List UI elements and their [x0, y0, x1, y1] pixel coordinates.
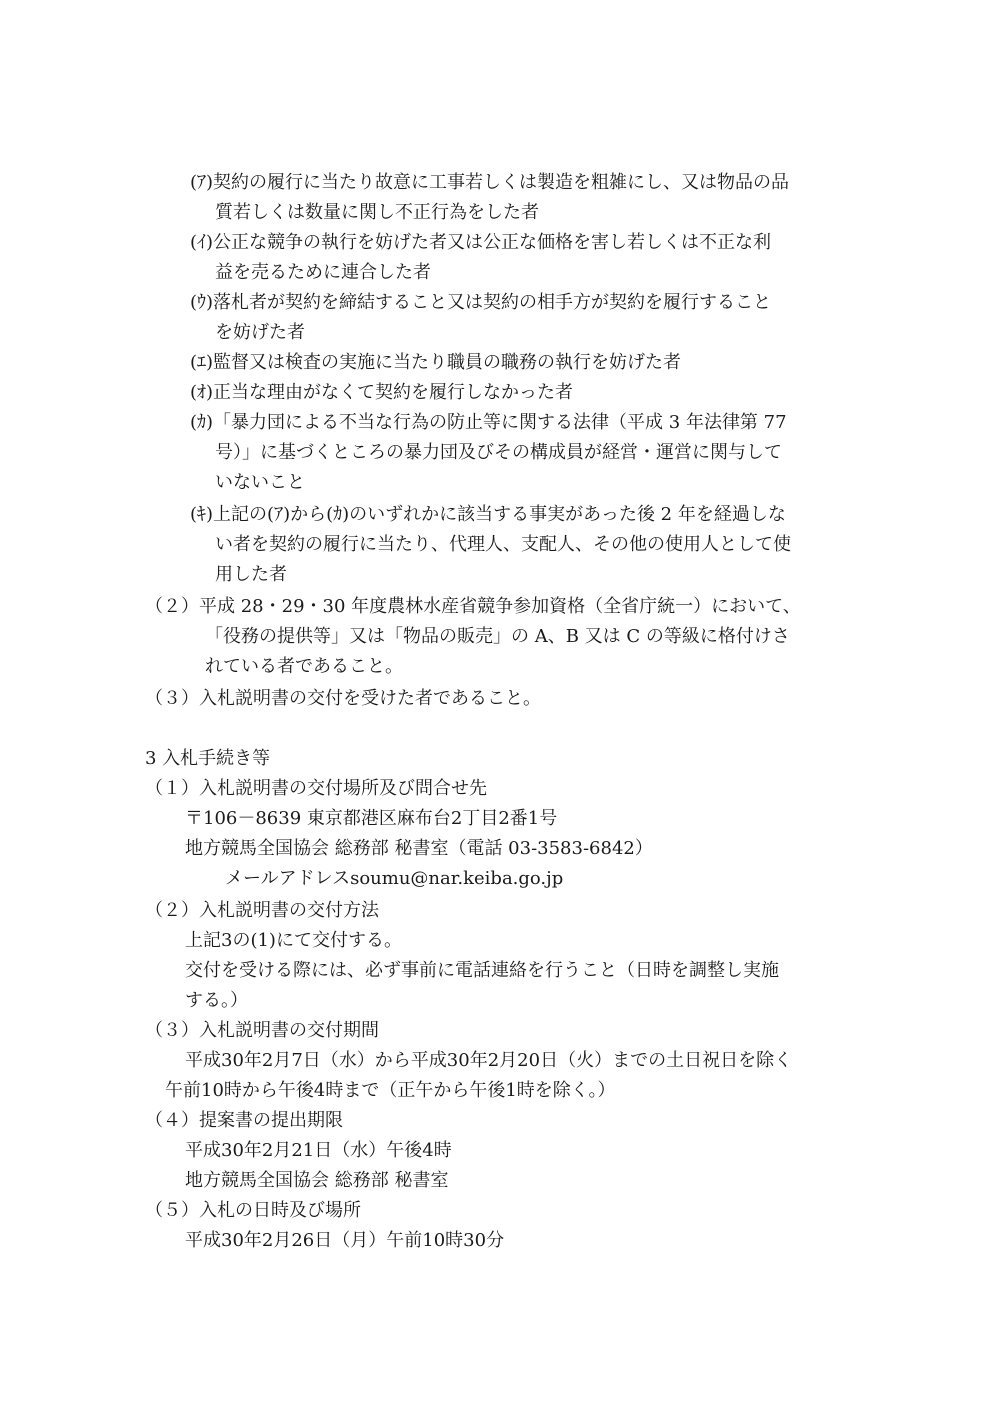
sub1-email: メールアドレスsoumu@nar.keiba.go.jp — [225, 868, 564, 889]
sub1-heading: （１）入札説明書の交付場所及び問合せ先 — [145, 778, 487, 799]
item-e-line1: (ｴ)監督又は検査の実施に当たり職員の職務の執行を妨げた者 — [190, 352, 682, 373]
item-i-line1: (ｲ)公正な競争の執行を妨げた者又は公正な価格を害し若しくは不正な利 — [190, 232, 772, 253]
qualification-2-line2: 「役務の提供等」又は「物品の販売」の A、B 又は C の等級に格付けさ — [205, 626, 790, 647]
item-ki-line3: 用した者 — [215, 564, 287, 585]
sub1-address: 〒106－8639 東京都港区麻布台2丁目2番1号 — [185, 808, 558, 829]
sub2-line1: 上記3の(1)にて交付する。 — [185, 930, 402, 951]
item-a-line2: 質若しくは数量に関し不正行為をした者 — [215, 202, 539, 223]
sub4-line1: 平成30年2月21日（水）午後4時 — [185, 1140, 452, 1161]
item-ki-line1: (ｷ)上記の(ｱ)から(ｶ)のいずれかに該当する事実があった後 2 年を経過しな — [190, 504, 786, 525]
sub3-heading: （３）入札説明書の交付期間 — [145, 1020, 379, 1041]
qualification-2-line3: れている者であること。 — [205, 656, 403, 677]
sub2-line2: 交付を受ける際には、必ず事前に電話連絡を行うこと（日時を調整し実施 — [185, 960, 779, 981]
section3-heading: 3 入札手続き等 — [145, 748, 271, 769]
sub1-contact: 地方競馬全国協会 総務部 秘書室（電話 03-3583-6842） — [185, 838, 653, 859]
item-ka-line1: (ｶ)「暴力団による不当な行為の防止等に関する法律（平成 3 年法律第 77 — [190, 412, 787, 433]
sub5-line1: 平成30年2月26日（月）午前10時30分 — [185, 1230, 505, 1251]
item-o-line1: (ｵ)正当な理由がなくて契約を履行しなかった者 — [190, 382, 574, 403]
item-ka-line3: いないこと — [215, 472, 305, 493]
item-ka-line2: 号）」に基づくところの暴力団及びその構成員が経営・運営に関与して — [215, 442, 782, 463]
item-u-line1: (ｳ)落札者が契約を締結すること又は契約の相手方が契約を履行すること — [190, 292, 772, 313]
sub3-line1: 平成30年2月7日（水）から平成30年2月20日（火）までの土日祝日を除く — [185, 1050, 793, 1071]
item-ki-line2: い者を契約の履行に当たり、代理人、支配人、その他の使用人として使 — [215, 534, 791, 555]
sub4-line2: 地方競馬全国協会 総務部 秘書室 — [185, 1170, 449, 1191]
sub2-line3: する。） — [185, 990, 248, 1011]
sub3-line2: 午前10時から午後4時まで（正午から午後1時を除く。） — [165, 1080, 616, 1101]
sub2-heading: （２）入札説明書の交付方法 — [145, 900, 379, 921]
qualification-3: （３）入札説明書の交付を受けた者であること。 — [145, 688, 541, 709]
item-u-line2: を妨げた者 — [215, 322, 305, 343]
sub4-heading: （４）提案書の提出期限 — [145, 1110, 343, 1131]
item-a-line1: (ｱ)契約の履行に当たり故意に工事若しくは製造を粗雑にし、又は物品の品 — [190, 172, 790, 193]
sub5-heading: （５）入札の日時及び場所 — [145, 1200, 361, 1221]
item-i-line2: 益を売るために連合した者 — [215, 262, 431, 283]
qualification-2-line1: （２）平成 28・29・30 年度農林水産省競争参加資格（全省庁統一）において、 — [145, 596, 801, 617]
